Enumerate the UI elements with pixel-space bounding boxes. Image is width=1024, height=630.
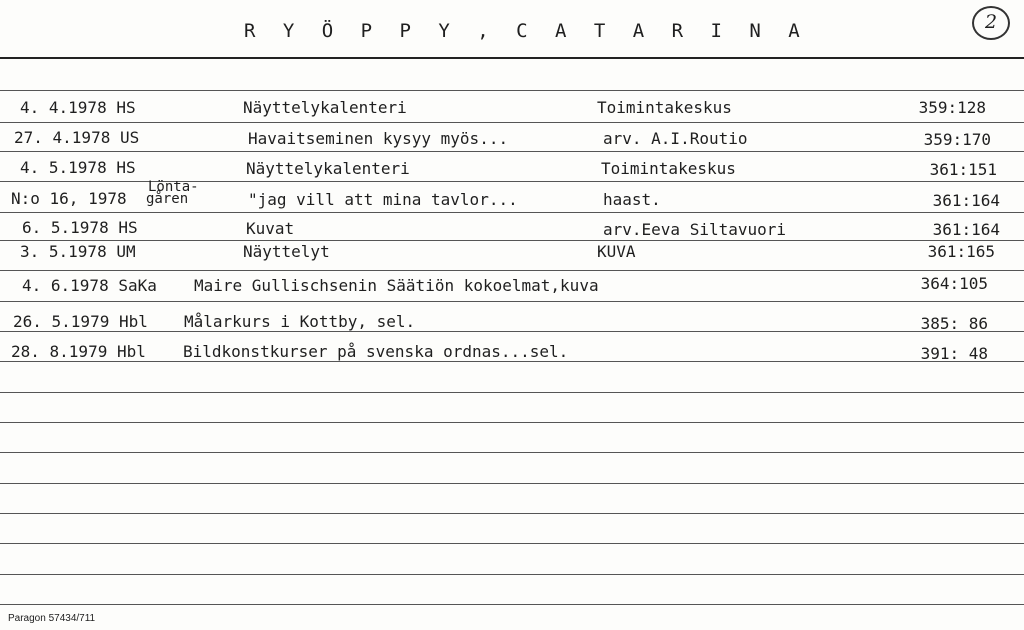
rule-line [0, 483, 1024, 484]
rule-line [0, 513, 1024, 514]
entry-title: Kuvat [246, 219, 295, 238]
entry-date: 4. 4.1978 HS [20, 98, 136, 117]
rule-line [0, 90, 1024, 91]
rule-line [0, 240, 1024, 241]
entry-title: Näyttelyt [243, 242, 330, 261]
entry-ref: 385: 86 [920, 314, 988, 333]
entry-ref: 361:151 [929, 160, 997, 179]
entry-title: Näyttelykalenteri [246, 159, 410, 178]
entry-date: 26. 5.1979 Hbl [13, 312, 148, 331]
entry-ref: 359:170 [923, 130, 991, 149]
entry-date: 6. 5.1978 HS [22, 218, 138, 237]
entry-ref: 364:105 [920, 274, 988, 293]
rule-line [0, 422, 1024, 423]
entry-source-line-1: Lönta- [148, 179, 199, 195]
entry-ref: 361:165 [927, 242, 995, 261]
entry-title: Målarkurs i Kottby, sel. [184, 312, 416, 331]
entry-author: Toimintakeskus [601, 159, 736, 178]
rule-line [0, 604, 1024, 605]
entry-title: Bildkonstkurser på svenska ordnas...sel. [183, 342, 569, 361]
rule-line [0, 151, 1024, 152]
entry-ref: 361:164 [932, 220, 1000, 239]
entry-title: Havaitseminen kysyy myös... [248, 129, 509, 148]
entry-author: KUVA [597, 242, 636, 261]
header-rule [0, 57, 1024, 59]
card-title: R Y Ö P P Y , C A T A R I N A [244, 20, 808, 42]
rule-line [0, 543, 1024, 544]
entry-date: 28. 8.1979 Hbl [11, 342, 146, 361]
rule-line [0, 212, 1024, 213]
rule-line [0, 452, 1024, 453]
entry-date: N:o 16, 1978 [11, 189, 127, 208]
entry-ref: 391: 48 [920, 344, 988, 363]
entry-date: 4. 5.1978 HS [20, 158, 136, 177]
entry-source-line-2: gåren [146, 191, 189, 207]
entry-author: arv.Eeva Siltavuori [603, 220, 787, 239]
entry-ref: 359:128 [918, 98, 986, 117]
rule-line [0, 392, 1024, 393]
entry-author: haast. [603, 190, 661, 209]
card-footer: Paragon 57434/711 [8, 613, 96, 624]
entry-date: 27. 4.1978 US [14, 128, 140, 147]
entry-author: Toimintakeskus [597, 98, 732, 117]
entry-date: 4. 6.1978 SaKa [22, 276, 157, 295]
entry-title: Maire Gullischsenin Säätiön kokoelmat,kuva [194, 276, 599, 295]
rule-line [0, 270, 1024, 271]
rule-line [0, 301, 1024, 302]
rule-line [0, 574, 1024, 575]
entry-date: 3. 5.1978 UM [20, 242, 136, 261]
entry-title: "jag vill att mina tavlor... [248, 190, 518, 209]
entry-title: Näyttelykalenteri [243, 98, 407, 117]
rule-line [0, 122, 1024, 123]
entry-ref: 361:164 [932, 191, 1000, 210]
card-number-circle: 2 [972, 6, 1010, 40]
entry-author: arv. A.I.Routio [603, 129, 748, 148]
